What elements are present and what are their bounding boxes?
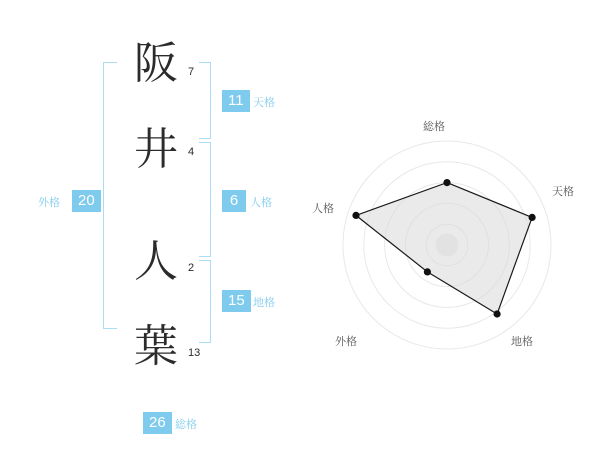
chikaku-bracket-vertical xyxy=(210,260,211,342)
jinkaku-bracket-top xyxy=(199,142,211,143)
gaikaku-label: 外格 xyxy=(38,197,60,209)
name-character-2: 井 xyxy=(134,124,178,175)
chikaku-bracket-bottom xyxy=(199,342,211,343)
radar-axis-label-tenkaku: 天格 xyxy=(552,186,574,198)
radar-axis-label-gaikaku: 外格 xyxy=(335,336,357,348)
radar-chart xyxy=(300,0,600,470)
radar-axis-label-jinkaku: 人格 xyxy=(312,203,334,215)
chikaku-value-badge: 15 xyxy=(222,290,251,312)
jinkaku-label: 人格 xyxy=(250,197,272,209)
tenkaku-label: 天格 xyxy=(253,97,275,109)
name-character-1: 阪 xyxy=(134,38,178,89)
soukaku-label: 総格 xyxy=(175,419,197,431)
stroke-count-2: 4 xyxy=(188,146,195,158)
jinkaku-bracket-bottom xyxy=(199,256,211,257)
radar-chart-svg xyxy=(300,0,600,470)
tenkaku-bracket-vertical xyxy=(210,62,211,138)
stroke-count-4: 13 xyxy=(188,347,201,359)
name-character-3: 人 xyxy=(134,236,178,287)
gaikaku-bracket-bottom xyxy=(103,328,117,329)
radar-point-2 xyxy=(494,310,501,317)
radar-point-0 xyxy=(443,179,450,186)
tenkaku-bracket-bottom xyxy=(199,138,211,139)
chikaku-bracket-top xyxy=(199,260,211,261)
tenkaku-bracket-top xyxy=(199,62,211,63)
soukaku-value-badge: 26 xyxy=(143,412,172,434)
radar-point-3 xyxy=(424,268,431,275)
stroke-count-3: 2 xyxy=(188,262,195,274)
gaikaku-value-badge: 20 xyxy=(72,190,101,212)
radar-point-4 xyxy=(352,212,359,219)
radar-point-1 xyxy=(529,214,536,221)
stroke-count-1: 7 xyxy=(188,66,195,78)
gaikaku-bracket-vertical xyxy=(103,62,104,328)
chikaku-label: 地格 xyxy=(253,297,275,309)
name-character-4: 葉 xyxy=(134,321,178,372)
name-breakdown-panel xyxy=(0,0,300,470)
radar-axis-label-soukaku: 総格 xyxy=(423,121,445,133)
radar-axis-label-chikaku: 地格 xyxy=(511,336,533,348)
gaikaku-bracket-top xyxy=(103,62,117,63)
jinkaku-bracket-vertical xyxy=(210,142,211,256)
tenkaku-value-badge: 11 xyxy=(222,90,250,112)
jinkaku-value-badge: 6 xyxy=(222,190,246,212)
